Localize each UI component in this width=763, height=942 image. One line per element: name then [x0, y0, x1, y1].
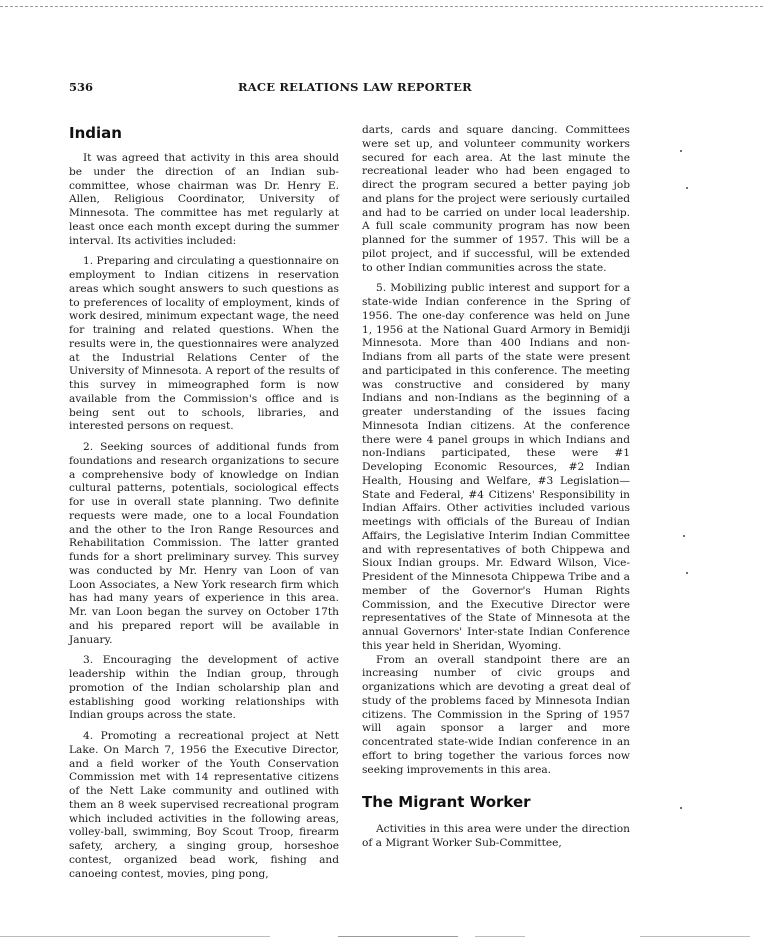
scan-speck [680, 807, 682, 809]
section-title-migrant-worker: The Migrant Worker [362, 793, 531, 812]
section-title-indian: Indian [69, 124, 122, 142]
scan-speck [683, 535, 685, 537]
paragraph-item-5: 5. Mobilizing public interest and support for a state-wide Indian conference in the Spring of 1956. The one-day conference was held on June 1, 1956 at the National Guard Armory in Bemidji Minnesota. More than 400 Indians and non-Indians from all parts of the state were present and participated in this conference. The meeting was constructive and considered by many Indians and non-Indians as the beginning of a greater understanding of the issues facing Minnesota Indian citizens. At the conference there were 4 panel groups in which Indians and non-Indians participated, these were #1 Developing Economic Resources, #2 Indian Health, Housing and Welfare, #3 Legislation—State and Federal, #4 Citizens' Responsibility in Indian Affairs. Other activities included various meetings with officials of the Bureau of Indian Affairs, the Legislative Interim Indian Committee and with representatives of both Chippewa and Sioux Indian groups. Mr. Edward Wilson, Vice-President of the Minnesota Chippewa Tribe and a member of the Governor's Human Rights Commission, and the Executive Director were representatives of the State of Minnesota at the annual Governors' Inter-state Indian Conference this year held in Sheridan, Wyoming. [362, 282, 630, 652]
bottom-rule [640, 936, 750, 937]
bottom-rule [475, 936, 525, 937]
paragraph-intro: It was agreed that activity in this area should be under the direction of an Indian sub-committee, whose chairman was Dr. Henry E. Allen, Religious Coordinator, University of Minnesota. The committee has met regularly at least once each month except during the summer interval. Its activities included: [69, 152, 339, 247]
paragraph-overall: From an overall standpoint there are an increasing number of civic groups and organizations which are devoting a great deal of study of the problems faced by Minnesota Indian citizens. The Commission in the Spring of 1957 will again sponsor a larger and more concentrated state-wide Indian conference in an effort to bring together the various forces now seeking improvements in this area. [362, 653, 630, 776]
right-column [362, 124, 630, 858]
paragraph-continuation: darts, cards and square dancing. Committees were set up, and volunteer community workers secured for each area. At the last minute the recreational leader who had been engaged to direct the program secured a better paying job and plans for the project were seriously curtailed and had to be carried on under local leadership. A full scale community program has now been planned for the summer of 1957. This will be a pilot project, and if successful, will be extended to other Indian communities across the state. [362, 124, 630, 274]
scan-speck [686, 572, 688, 574]
paragraph-item-2: 2. Seeking sources of additional funds from foundations and research organizations to secure a comprehensive body of knowledge on Indian cultural patterns, potentials, sociological effects for use in overall state planning. Two definite requests were made, one to a local Foundation and the other to the Iron Range Resources and Rehabilitation Commission. The latter granted funds for a short preliminary survey. This survey was conducted by Mr. Henry van Loon of van Loon Associates, a New York research firm which has had many years of experience in this area. Mr. van Loon began the survey on October 17th and his prepared report will be available in January. [69, 441, 339, 646]
paragraph-migrant-intro: Activities in this area were under the direction of a Migrant Worker Sub-Committee, [362, 823, 630, 849]
paragraph-item-1: 1. Preparing and circulating a questionnaire on employment to Indian citizens in reservation areas which sought answers to such questions as to preferences of locality of employment, kinds of work desired, minimum expectant wage, the need for training and related questions. When the results were in, the questionnaires were analyzed at the Industrial Relations Center of the University of Minnesota. A report of the results of this survey in mimeographed form is now available from the Commission's office and is being sent out to schools, libraries, and interested persons on request. [69, 255, 339, 433]
scan-speck [680, 150, 682, 152]
bottom-rule [0, 936, 270, 937]
paragraph-item-4: 4. Promoting a recreational project at Nett Lake. On March 7, 1956 the Executive Director, and a field worker of the Youth Conservation Commission met with 14 representative citizens of the Nett Lake community and outlined with them an 8 week supervised recreational program which included activities in the following areas, volley-ball, swimming, Boy Scout Troop, firearm safety, archery, a singing group, horseshoe contest, organized bead work, fishing and canoeing contest, movies, ping pong, [69, 730, 339, 880]
left-column [69, 124, 339, 888]
page-number: 536 [69, 80, 94, 94]
paragraph-item-3: 3. Encouraging the development of active leadership within the Indian group, through promotion of the Indian scholarship plan and establishing good working relationships with Indian groups across the state. [69, 654, 339, 722]
bottom-rule [338, 936, 458, 937]
scan-speck [686, 187, 688, 189]
running-head: RACE RELATIONS LAW REPORTER [238, 80, 472, 94]
top-dashed-border [0, 6, 763, 7]
